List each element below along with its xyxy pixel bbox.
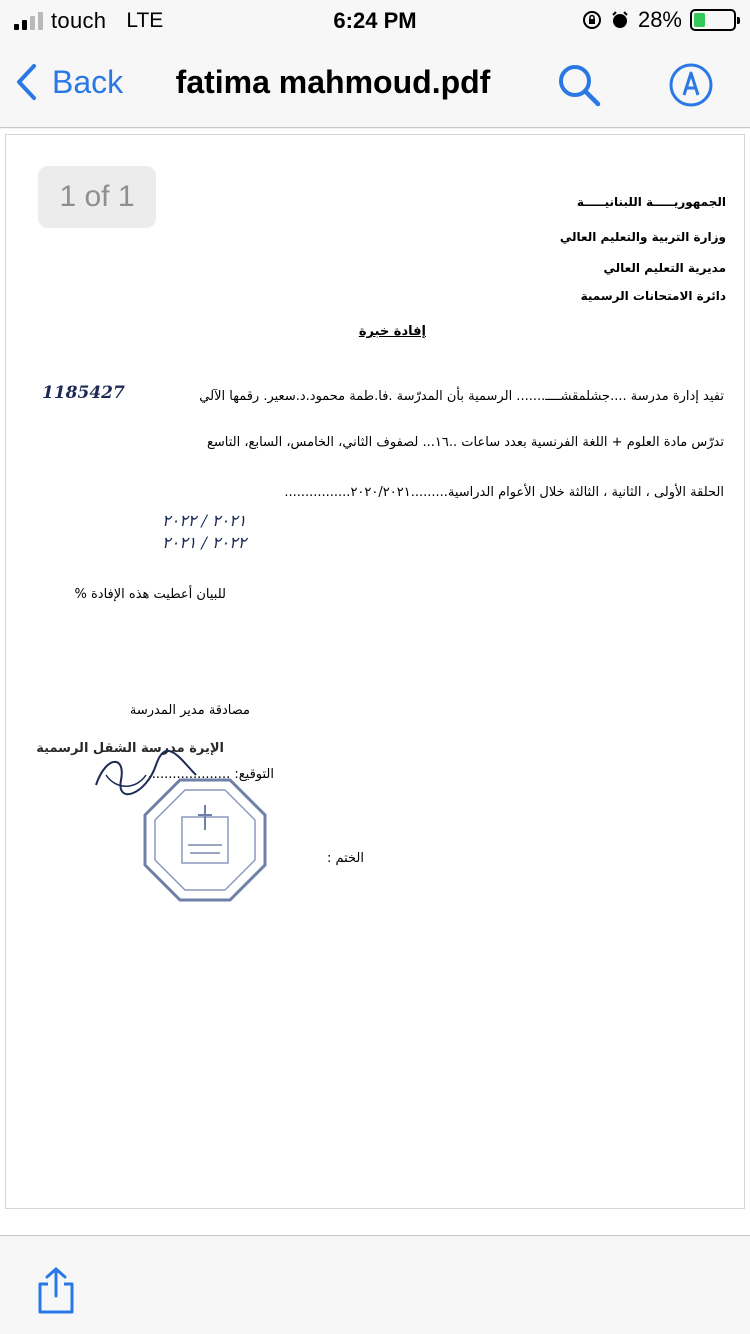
carrier-name: touch xyxy=(51,8,107,33)
header-directorate: مديرية التعليم العالي xyxy=(603,261,726,275)
bottom-toolbar xyxy=(0,1235,750,1334)
nav-bar xyxy=(0,40,750,128)
page-indicator: 1 of 1 xyxy=(38,166,156,228)
official-stamp xyxy=(140,775,270,905)
pdf-page[interactable] xyxy=(6,135,744,1208)
search-button[interactable] xyxy=(556,62,602,113)
header-ministry: وزارة التربية والتعليم العالي xyxy=(559,230,726,244)
stamp-label: الختم : xyxy=(326,851,364,866)
orientation-lock-icon xyxy=(582,10,602,30)
status-time: 6:24 PM xyxy=(333,8,417,33)
handwritten-years-2: ٢٠٢٢ / ٢٠٢١ xyxy=(162,533,247,552)
battery-percent: 28% xyxy=(637,7,682,32)
status-bar xyxy=(0,0,750,40)
alarm-icon xyxy=(610,10,630,30)
search-icon xyxy=(556,62,602,108)
back-label: Back xyxy=(52,63,124,100)
signature-label: التوقيع: .................... xyxy=(147,767,274,782)
battery-charging-icon xyxy=(690,9,736,31)
markup-pen-icon xyxy=(668,62,714,108)
handwritten-years-1: ٢٠٢١ / ٢٠٢٢ xyxy=(162,511,247,530)
network-type: LTE xyxy=(126,9,164,32)
share-button[interactable] xyxy=(34,1266,78,1321)
document-heading: إفادة خبرة xyxy=(358,324,426,339)
share-icon xyxy=(34,1266,78,1316)
approval-label: مصادقة مدير المدرسة xyxy=(129,703,250,718)
header-department: دائرة الامتحانات الرسمية xyxy=(580,289,726,303)
purpose-line: للبيان أعطيت هذه الإفادة % xyxy=(74,587,226,602)
employee-number: 1185427 xyxy=(42,383,125,403)
markup-button[interactable] xyxy=(668,62,714,113)
document-title-text: fatima mahmoud.pdf xyxy=(175,64,491,100)
header-republic: الجمهوريـــــة اللبنانيـــــة xyxy=(576,195,726,209)
school-director-line: الإيرة مدرسة الشقل الرسمية xyxy=(36,741,224,756)
battery-level-fill xyxy=(694,13,705,27)
document-title xyxy=(0,64,710,101)
document-viewer[interactable] xyxy=(0,129,750,1235)
body-line-years: الحلقة الأولى ، الثانية ، الثالثة خلال الأعوام الدراسية.........٢٠٢٠/٢٠٢١................ xyxy=(284,485,724,500)
body-line-subjects: تدرّس مادة العلوم + اللغة الفرنسية بعدد ساعات ..١٦... لصفوف الثاني، الخامس، السابع، التاسع xyxy=(206,435,724,450)
body-line-school: تفيد إدارة مدرسة ....جشلمقشــــ....... الرسمية بأن المدرّسة .فا.طمة محمود.د.سعير. رقمها الآلي xyxy=(199,389,724,404)
status-right xyxy=(582,7,736,33)
